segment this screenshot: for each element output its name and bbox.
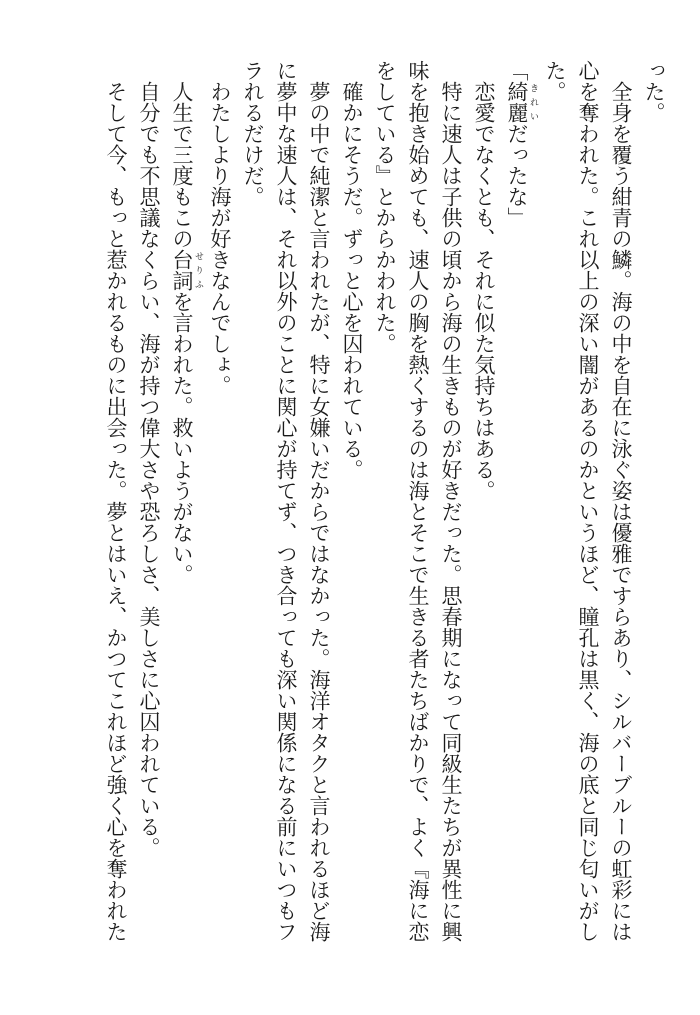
ruby-annotation bbox=[505, 81, 538, 123]
text-line: 味を抱き始めても、速人の胸を熱くするのは海とそこで生きる者たちばかりで、よく『海に恋 bbox=[406, 60, 430, 942]
text-line: 心を奪われた。これ以上の深い闇があるのかというほど、瞳孔は黒く、海の底と同じ匂いがし bbox=[576, 60, 600, 942]
text-line: た。 bbox=[543, 60, 567, 102]
text-line: ラれるだけだ。 bbox=[241, 60, 265, 207]
ruby-reading: せりふ bbox=[193, 249, 203, 291]
text-line: をしている』とからかわれた。 bbox=[373, 60, 397, 354]
text-line: 自分でも不思議なくらい、海が持つ偉大さや恐ろしさ、美しさに心囚われている。 bbox=[137, 60, 161, 858]
text-line: 恋愛でなくとも、それに似た気持ちはある。 bbox=[472, 60, 496, 501]
text-segment: 人生で三度もこの bbox=[170, 60, 194, 249]
text-line: に夢中な速人は、それ以外のことに関心が持てず、つき合っても深い関係になる前にいつもフ bbox=[274, 60, 298, 942]
text-segment: 「 bbox=[505, 60, 529, 81]
text-line: そして今、もっと惹かれるものに出会った。夢とはいえ、かつてこれほど強く心を奪われた bbox=[104, 60, 128, 942]
text-line bbox=[500, 60, 538, 960]
text-line: った。 bbox=[642, 60, 666, 123]
ruby-base: 台詞 bbox=[170, 249, 194, 291]
ruby-reading: きれい bbox=[528, 81, 538, 123]
text-line: 全身を覆う紺青の鱗。海の中を自在に泳ぐ姿は優雅ですらあり、シルバーブルーの虹彩には bbox=[609, 60, 633, 942]
text-line: 夢の中で純潔と言われたが、特に女嫌いだからではなかった。海洋オタクと言われるほど海 bbox=[307, 60, 331, 942]
text-segment: だったな」 bbox=[505, 123, 529, 228]
text-segment: を言われた。救いようがない。 bbox=[170, 291, 194, 585]
vertical-body-text bbox=[99, 60, 670, 960]
text-line: わたしより海が好きなんでしょ。 bbox=[208, 60, 232, 396]
text-line: 確かにそうだ。ずっと心を囚われている。 bbox=[340, 60, 364, 480]
text-line: 特に速人は子供の頃から海の生きものが好きだった。思春期になって同級生たちが異性に興 bbox=[439, 60, 463, 942]
text-line bbox=[165, 60, 203, 960]
ruby-base: 綺麗 bbox=[505, 81, 529, 123]
ruby-annotation bbox=[170, 249, 203, 291]
